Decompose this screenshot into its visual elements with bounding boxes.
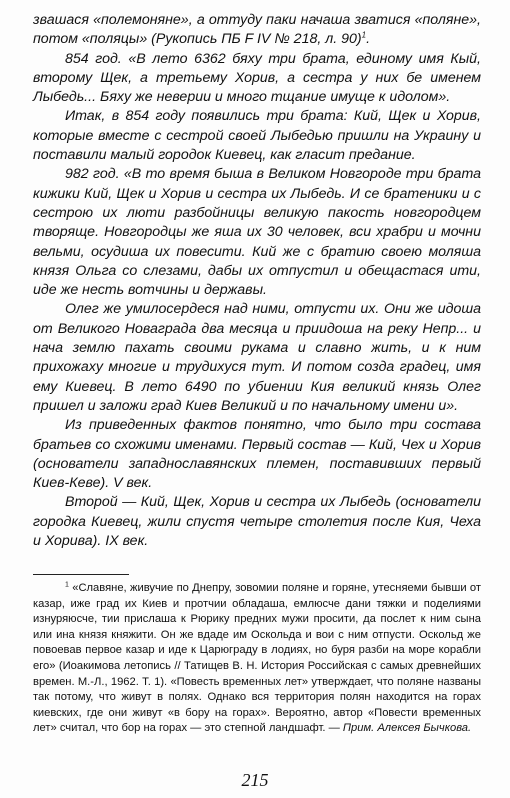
footnote-area [33,581,481,737]
paragraph: Из приведенных фактов понятно, что было три состава братьев со схожими именами. Первый состав — Кий, Чех и Хорив (основатели западнославянских племен, поставивших первый Киев-Кеве). V век. [33,417,481,492]
page-number: 215 [241,770,269,790]
paragraph: Второй — Кий, Щек, Хорив и сестра их Лыбедь (основатели городка Киевец, жили спустя четыре столетия после Кия, Чеха и Хорива). IX век. [33,494,481,550]
footnote-text: «Славяне, живучие по Днепру, зовомии поляне и горяне, утесняеми бывши от казар, иже град их Киев и протчии обладаша, емлюсче дани тяжки и поделиями изнуряюсче, тии прислаша к Рюрику предних мужи просити, да послет к ним сына или ина князя княжити. Он же вдаде им Оскольда и вои с ним отпусти. Оскольд же повоевав первое казар и иде к Царюграду в лодиях, но буря разби на море корабли его» (Иоакимова летопись // Татищев В. Н. История Российская с самых древнейших времен. М.-Л., 1962. Т. 1). «Повесть временных лет» утверждает, что поляне названы так потому, что живут в полях. Однако вся территория полян находится на горах киевских, где они живут «в бору на горах». Вероятно, автор «Повести временных лет» считал, что бор на горах — это степной ландшафт. — [33,582,481,735]
paragraph: 854 год. «В лето 6362 бяху три брата, единому имя Кый, второму Щек, а третьему Хорив, а сестра у них бе именем Лыбедь... Бяху же неверии и много тщание имуще к идолом». [33,50,481,106]
body-text [33,11,481,551]
paragraph: 982 год. «В то время быша в Великом Новгороде три брата кижики Кий, Щек и Хорив и сестра их Лыбедь. И се братеники и с сестрою их люти разбойницы великую пакость новгородцем творяще. Новгородцы же яша их 30 человек, вси храбри и мочни вельми, осудиша их повесити. Кий же с братию своею моляша князя Ольга со слезами, дабы их отпустил и обещастася ити, иде же несть вотчины и державы. [33,166,481,299]
paragraph: Итак, в 854 году появились три брата: Кий, Щек и Хорив, которые вместе с сестрой своей Лыбедью пришли на Украину и поставили малый городок Киевец, как гласит предание. [33,108,481,164]
footnote [33,581,481,737]
footnote-separator [33,574,129,575]
footnote-mark: 1 [65,581,69,589]
paragraph: Олег же умилосердеся над ними, отпусти их. Они же идоша от Великого Новаграда два месяца и приидоша на реку Непр... и нача землю пахать своими рукама и славно жить, и к ним прихожаху многие и трудихуся тут. И потом созда градец, имя ему Киевец. В лето 6490 по убиении Кия великий князь Олег пришел и заложи град Киев Великий и по начальному имени и». [33,301,481,414]
paragraph-text-end: . [366,31,371,48]
paragraph-text: звашася «полемоняне», а оттуду паки начаша зватися «поляне», потом «поляцы» (Рукопись ПБ F IV № 218, л. 90) [33,12,481,48]
footnote-attribution: Прим. Алексея Бычкова. [342,722,472,735]
footnote-reference[interactable]: 1 [361,30,367,40]
paragraph-continuation [33,11,481,50]
